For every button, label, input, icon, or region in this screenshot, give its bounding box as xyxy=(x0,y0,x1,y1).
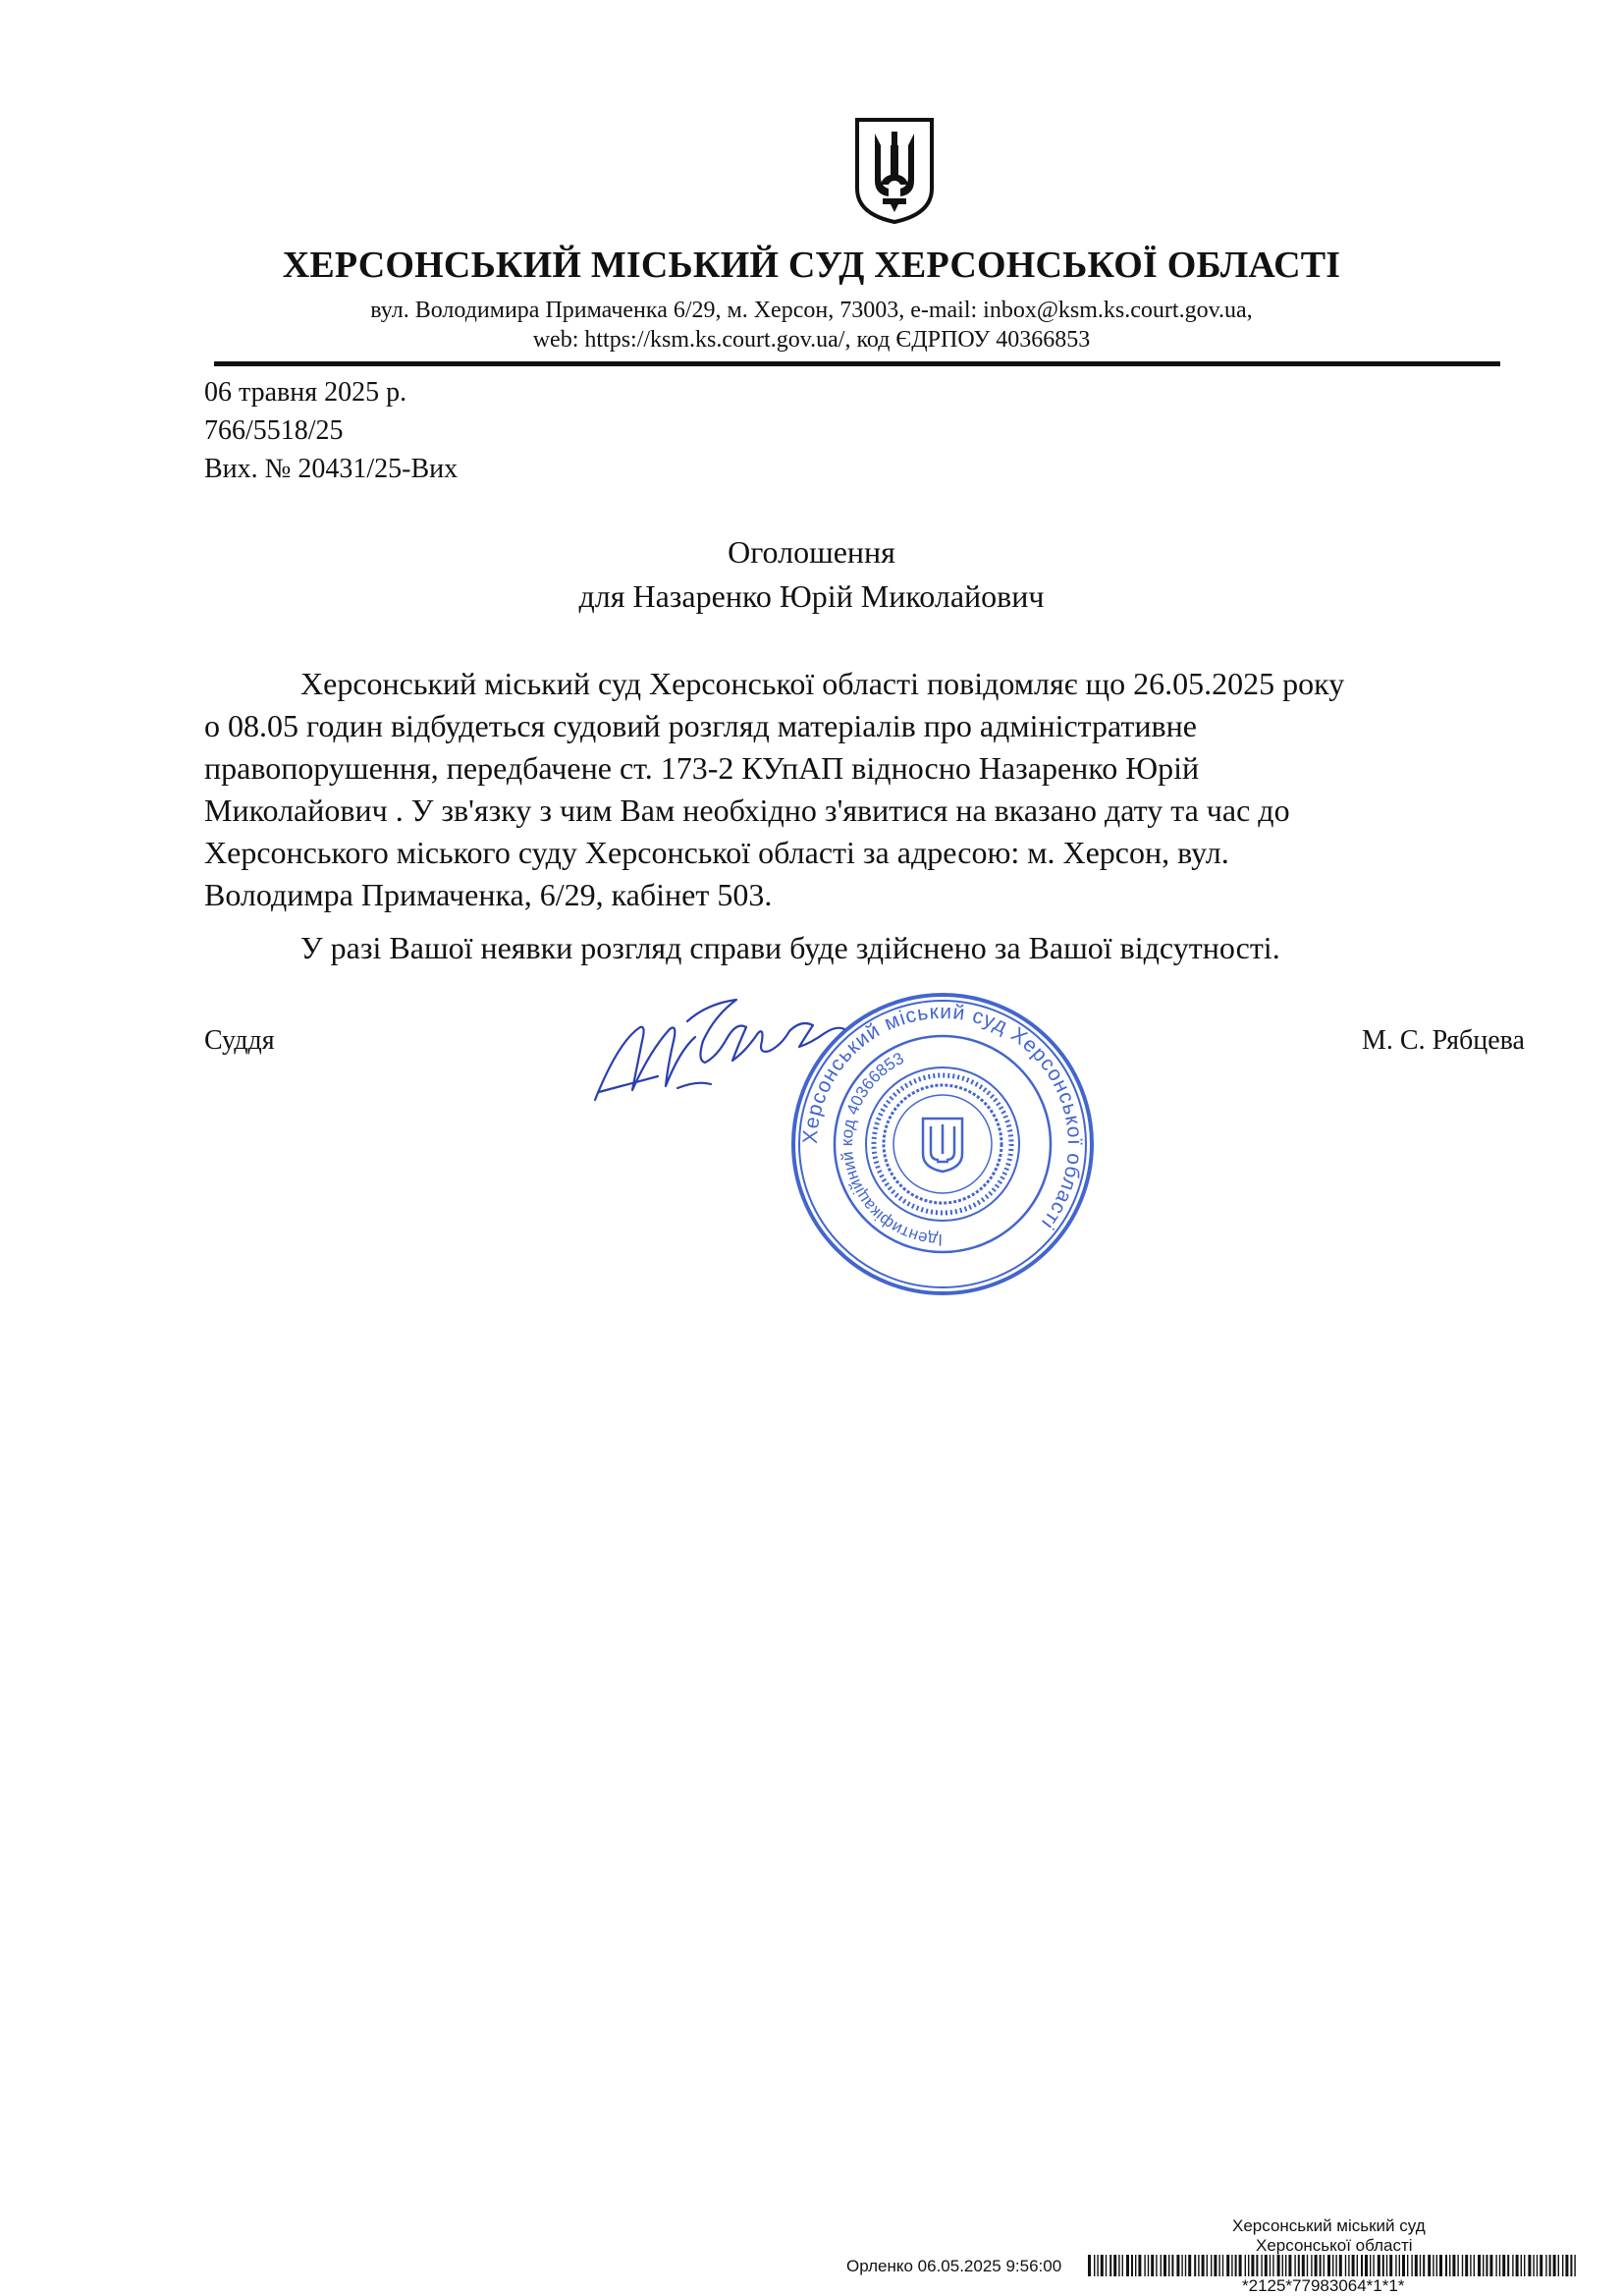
footer-court-region: Херсонської області xyxy=(1256,2236,1413,2255)
court-name: ХЕРСОНСЬКИЙ МІСЬКИЙ СУД ХЕРСОНСЬКОЇ ОБЛАСТІ xyxy=(282,245,1341,286)
barcode xyxy=(1088,2255,1579,2278)
body-line: Херсонський міський суд Херсонської області повідомляє що 26.05.2025 року xyxy=(300,666,1345,701)
footer-registrar: Орленко 06.05.2025 9:56:00 xyxy=(846,2257,1062,2275)
seal-inner-text: Ідентифікаційний код 40366853 xyxy=(837,1048,944,1250)
barcode-code: *2125*77983064*1*1* xyxy=(1242,2276,1405,2295)
seal-tryzub-icon xyxy=(923,1119,962,1172)
body-line: Херсонського міського суду Херсонської області за адресою: м. Херсон, вул. xyxy=(204,835,1229,870)
body-line: У разі Вашої неявки розгляд справи буде здійснено за Вашої відсутності. xyxy=(300,930,1280,965)
body-line: Миколайович . У зв'язку з чим Вам необхідно з'явитися на вказано дату та час до xyxy=(204,793,1290,828)
court-seal xyxy=(785,987,1100,1301)
outgoing-number: Вих. № 20431/25-Вих xyxy=(204,454,459,484)
document-title: Оголошення xyxy=(728,534,895,570)
header-divider xyxy=(214,361,1500,366)
document-date: 06 травня 2025 р. xyxy=(204,377,407,408)
court-address: вул. Володимира Примаченка 6/29, м. Херсон, 73003, e-mail: inbox@ksm.ks.court.gov.ua, xyxy=(370,298,1253,323)
tryzub-icon xyxy=(853,116,936,226)
seal-outer-text: Херсонський міський суд Херсонської області xyxy=(798,1000,1087,1234)
judge-name: М. С. Рябцева xyxy=(1362,1025,1525,1056)
footer-court-name: Херсонський міський суд xyxy=(1232,2216,1426,2235)
body-line: Володимра Примаченка, 6/29, кабінет 503. xyxy=(204,877,773,912)
court-web-and-code: web: https://ksm.ks.court.gov.ua/, код ЄДРПОУ 40366853 xyxy=(532,327,1091,353)
addressee: для Назаренко Юрій Миколайович xyxy=(578,578,1045,614)
body-line: правопорушення, передбачене ст. 173-2 КУпАП відносно Назаренко Юрій xyxy=(204,750,1200,786)
case-number: 766/5518/25 xyxy=(204,415,344,446)
judge-label: Суддя xyxy=(204,1025,275,1056)
body-line: о 08.05 годин відбудеться судовий розгляд матеріалів про адміністративне xyxy=(204,708,1197,743)
